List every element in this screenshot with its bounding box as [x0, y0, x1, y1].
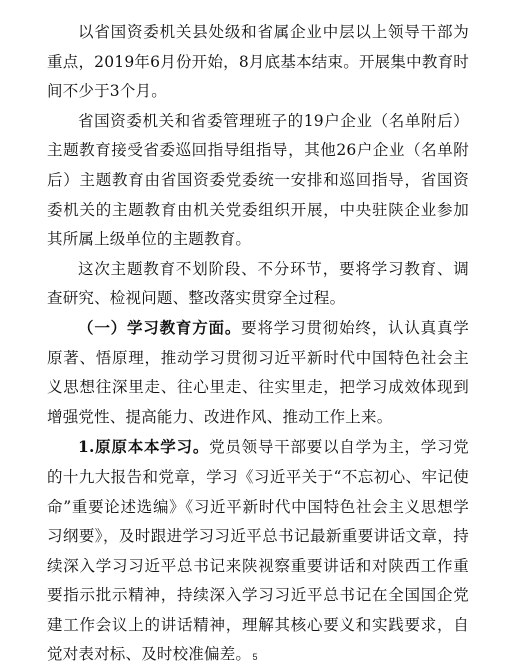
section-heading: （一）学习教育方面。 — [78, 318, 242, 337]
page-number: 5 — [252, 652, 258, 662]
paragraph-text: 这次主题教育不划阶段、不分环节，要将学习教育、调查研究、检视问题、整改落实贯穿全过程。 — [47, 259, 469, 308]
paragraph-text: 党员领导干部要以自学为主，学习党的十九大报告和党章，学习《习近平关于“不忘初心、牢记使命”重要论述选编》《习近平新时代中国特色社会主义思想学习纲要》，及时跟进学习习近平总书记最新重要讲话文章，持续深入学习习近平总书记来陕视察重要讲话和对陕西工作重要指示批示精神，持续深入学习习近平总书记在全国国企党建工作会议上的讲话精神，理解其核心要义和实践要求，自觉对表对标、及时校准偏差。 — [47, 438, 470, 664]
document-body — [47, 18, 469, 670]
paragraph-text: 以省国资委机关县处级和省属企业中层以上领导干部为重点，2019年6月份开始，8月底基本结束。开展集中教育时间不少于3个月。 — [47, 23, 469, 101]
subsection-heading: 1.原原本本学习。 — [78, 437, 210, 457]
paragraph-guidance — [47, 107, 469, 255]
paragraph-process — [47, 255, 469, 314]
paragraph-text: 要将学习贯彻始终，认认真真学原著、悟原理，推动学习贯彻习近平新时代中国特色社会主义思想往深里走、往心里走、往实里走，把学习成效体现到增强党性、提高能力、改进作风、推动工作上来。 — [47, 318, 469, 426]
paragraph-scope — [47, 18, 469, 107]
paragraph-text: 省国资委机关和省委管理班子的19户企业（名单附后）主题教育接受省委巡回指导组指导，其他26户企业（名单附后）主题教育由省国资委党委统一安排和巡回指导，省国资委机关的主题教育由机关党委组织开展，中央驻陕企业参加其所属上级单位的主题教育。 — [47, 111, 469, 249]
paragraph-study-education — [47, 314, 469, 432]
paragraph-original-study — [47, 432, 469, 670]
